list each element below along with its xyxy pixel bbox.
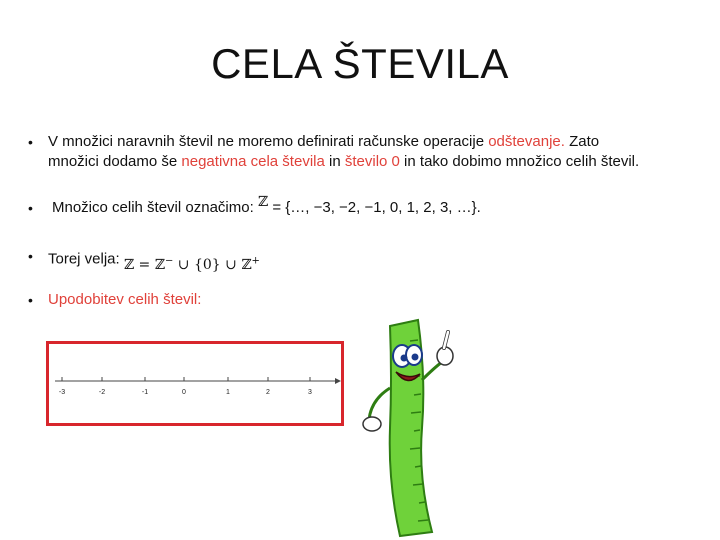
bullet-dot: • xyxy=(28,134,33,150)
number-line-label: 0 xyxy=(182,389,186,396)
number-line-box xyxy=(46,341,344,426)
text-segment: in tako dobimo množico celih števil. xyxy=(399,153,640,170)
ruler-arm-right xyxy=(422,362,442,380)
bullet-text-4: Upodobitev celih števil: xyxy=(48,291,202,308)
number-line-label: 3 xyxy=(308,389,312,396)
text-segment: Torej velja: xyxy=(48,250,124,268)
bullet-text-1 xyxy=(48,132,698,172)
equation-part: ∪ {0} ∪ ℤ xyxy=(173,256,252,273)
number-line-label: -1 xyxy=(141,389,149,396)
text-segment: in xyxy=(324,153,345,170)
arrow-head-icon xyxy=(335,378,341,384)
bullet-text-2 xyxy=(52,194,481,218)
highlight-stevilo-0: število 0 xyxy=(344,153,400,170)
integer-set-symbol: ℤ xyxy=(257,194,266,210)
number-line-label: 1 xyxy=(226,389,230,396)
ruler-glove-left xyxy=(363,417,381,431)
text-segment: Množico celih števil označimo: xyxy=(52,199,254,216)
number-line-label: 2 xyxy=(266,389,270,396)
text-segment: množici dodamo še xyxy=(48,153,182,170)
slide-title: CELA ŠTEVILA xyxy=(211,40,509,87)
highlight-odstevanje: odštevanje. xyxy=(488,133,565,150)
ruler-mascot-icon xyxy=(348,318,458,538)
bullet-text-3 xyxy=(48,246,260,273)
text-segment: V množici naravnih števil ne moremo definirati računske operacije xyxy=(48,133,489,150)
highlight-negativna: negativna cela števila xyxy=(181,153,325,170)
bullet-dot: • xyxy=(28,200,33,216)
text-segment: = {…, −3, −2, −1, 0, 1, 2, 3, …}. xyxy=(272,199,481,216)
number-line xyxy=(49,344,341,423)
bullet-dot: • xyxy=(28,248,33,264)
superscript-plus: + xyxy=(251,255,260,266)
set-equation xyxy=(124,257,260,273)
number-line-label: -3 xyxy=(58,389,66,396)
text-segment: Zato xyxy=(564,133,600,150)
equation-part: ℤ = ℤ xyxy=(123,256,165,273)
superscript-minus: − xyxy=(164,255,174,266)
number-line-label: -2 xyxy=(98,389,106,396)
bullet-dot: • xyxy=(28,292,33,308)
